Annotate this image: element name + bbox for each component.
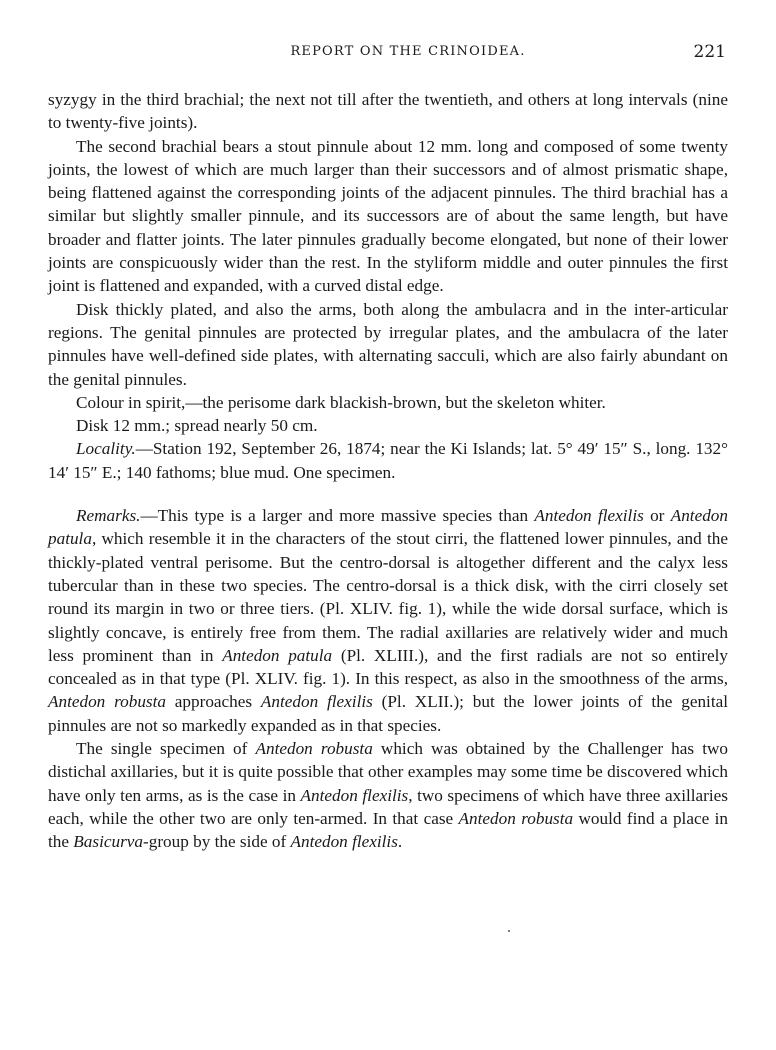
paragraph-locality <box>48 437 728 484</box>
body-text <box>48 88 728 854</box>
text-run: would find a place in the <box>48 808 728 852</box>
text-run: which was obtained by the Challenger has two distichal axillaries, but it is quite possible that other examples may some time be discovered which have only ten arms, as is the case in <box>48 739 728 805</box>
text-run: approaches <box>165 692 261 712</box>
species-name: Antedon flexilis <box>300 785 409 805</box>
species-name: Antedon robusta <box>48 692 166 712</box>
running-title: REPORT ON THE CRINOIDEA. <box>290 44 526 59</box>
text-run: . <box>397 832 403 852</box>
text-run: or <box>643 506 671 526</box>
locality-label: Locality. <box>76 439 136 459</box>
text-run: (Pl. XLII.); but the lower joints of the genital pinnules are not so markedly expanded as in that species. <box>48 692 728 735</box>
paragraph-colour: Colour in spirit,—the perisome dark blackish-brown, but the skeleton whiter. <box>76 392 606 412</box>
paragraph-disk: Disk thickly plated, and also the arms, both along the ambulacra and in the inter-articular regions. The genital pinnules are protected by irregular plates, and the ambulacra of the later pinnules have well-defined side plates, with alternating sacculi, which are also fairly abundant on the genital pinnules. <box>48 299 728 389</box>
print-speck <box>508 930 510 932</box>
species-name: Antedon flexilis <box>534 506 644 526</box>
paragraph-dimensions: Disk 12 mm.; spread nearly 50 cm. <box>76 416 318 436</box>
species-name: Antedon patula <box>222 645 333 665</box>
text-run: The single specimen of <box>76 739 256 759</box>
paragraph-specimen <box>48 737 728 853</box>
paragraph-remarks <box>48 504 728 737</box>
text-run: (Pl. XLIII.), and the first radials are not so entirely concealed as in that type (Pl. XLIV. fig. 1). In this respect, as also in the smoothness of the arms, <box>48 645 728 689</box>
page-number: 221 <box>693 42 726 62</box>
page-header <box>48 44 728 68</box>
text-run: —This type is a larger and more massive species than <box>140 506 535 526</box>
group-name: Basicurva <box>73 832 143 852</box>
remarks-label: Remarks. <box>76 506 141 526</box>
paragraph-pinnules: The second brachial bears a stout pinnule about 12 mm. long and composed of some twenty joints, the lowest of which are much larger than their successors and of almost prismatic shape, being flattened against the corresponding joints of the adjacent pinnules. The third brachial has a similar but slightly smaller pinnule, and its successors are of about the same length, but have broader and flatter joints. The later pinnules gradually become elongated, but none of their lower joints are conspicuously wider than the rest. In the styliform middle and outer pinnules the first joint is flattened and expanded, with a curved distal edge. <box>48 136 728 296</box>
text-run: , two specimens of which have three axillaries each, while the other two are only ten-armed. In that case <box>48 785 728 828</box>
text-run: -group by the side of <box>143 832 291 852</box>
species-name: Antedon patula <box>48 506 728 549</box>
species-name: Antedon robusta <box>458 808 574 828</box>
species-name: Antedon flexilis <box>260 692 373 712</box>
paragraph-continuation: syzygy in the third brachial; the next not till after the twentieth, and others at long intervals (nine to twenty-five joints). <box>48 90 728 133</box>
species-name: Antedon robusta <box>255 739 373 759</box>
locality-text: —Station 192, September 26, 1874; near the Ki Islands; lat. 5° 49′ 15″ S., long. 132° 14′ 15″ E.; 140 fathoms; blue mud. One specimen. <box>48 439 728 482</box>
text-run: , which resemble it in the characters of the stout cirri, the flattened lower pinnules, and the thickly-plated ventral perisome. But the centro-dorsal is altogether different and the calyx less tubercular than in these two species. The centro-dorsal is a thick disk, with the cirri closely set round its margin in two or three tiers. (Pl. XLIV. fig. 1), while the wide dorsal surface, which is slightly concave, is entirely free from them. The radial axillaries are relatively wider and much less prominent than in <box>48 529 728 665</box>
species-name: Antedon flexilis <box>290 832 398 852</box>
